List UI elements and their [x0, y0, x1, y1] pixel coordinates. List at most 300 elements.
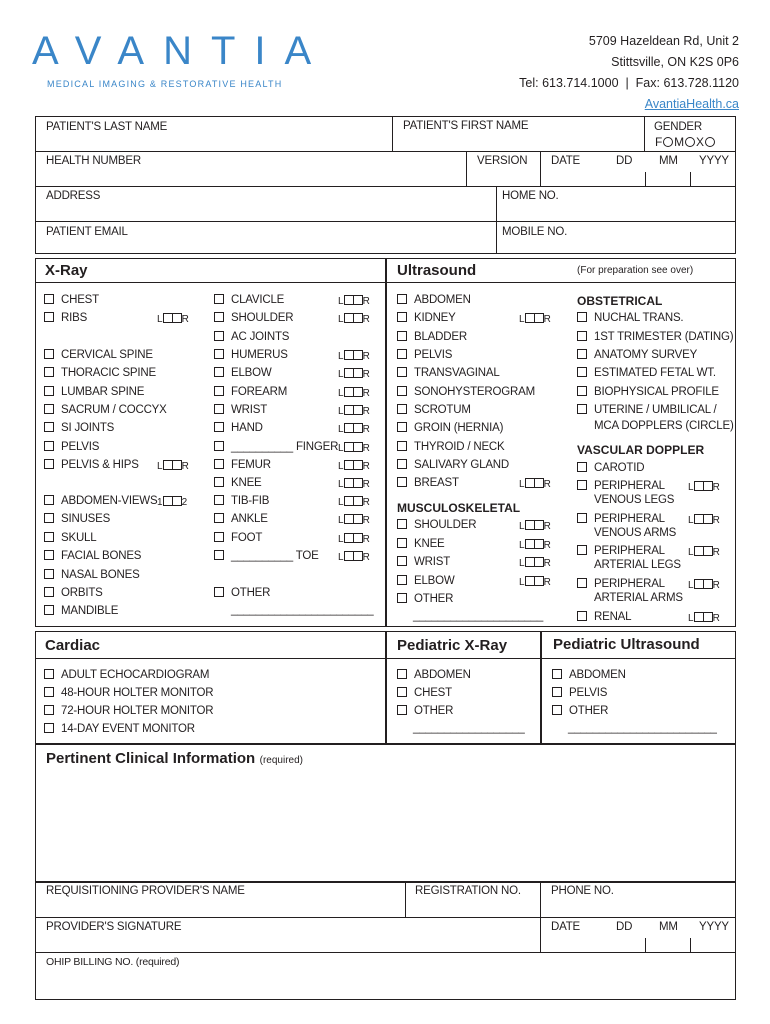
xray-item-8[interactable]	[44, 459, 139, 471]
checkbox[interactable]	[44, 495, 54, 505]
checkbox[interactable]	[397, 349, 407, 359]
us-item-4-label: TRANSVAGINAL	[414, 367, 500, 379]
vasc-item-7-label: PERIPHERAL	[594, 578, 665, 590]
side-right-label: R	[712, 613, 720, 624]
xray-item-9[interactable]	[44, 495, 157, 507]
first-name-label[interactable]: PATIENT'S FIRST NAME	[403, 120, 529, 132]
checkbox[interactable]	[577, 578, 587, 588]
side-left-label: L	[688, 547, 694, 558]
obs-item-5-label: UTERINE / UMBILICAL /	[594, 404, 717, 416]
checkbox[interactable]	[552, 669, 562, 679]
xray-item-6[interactable]	[44, 422, 114, 434]
checkbox[interactable]	[214, 477, 224, 487]
xray-item2-6-label: WRIST	[231, 404, 268, 416]
website-link[interactable]: AvantiaHealth.ca	[644, 97, 739, 111]
checkbox[interactable]	[577, 545, 587, 555]
checkbox[interactable]	[577, 404, 587, 414]
side-right-label: R	[543, 479, 551, 490]
provider-name-label[interactable]: REQUISITIONING PROVIDER'S NAME	[46, 885, 245, 897]
right-checkbox[interactable]	[353, 496, 363, 506]
abdomen-views-12[interactable]	[157, 496, 187, 508]
checkbox[interactable]	[397, 519, 407, 529]
checkbox[interactable]	[214, 422, 224, 432]
side-right-label: R	[362, 497, 370, 508]
cardiac-item-3-label: 14-DAY EVENT MONITOR	[61, 723, 195, 735]
checkbox[interactable]	[44, 550, 54, 560]
vasc-item-9-label: RENAL	[594, 611, 632, 623]
checkbox[interactable]	[577, 611, 587, 621]
vasc-item-3-label: PERIPHERAL	[594, 513, 665, 525]
version-label[interactable]: VERSION	[477, 155, 528, 167]
checkbox[interactable]	[44, 349, 54, 359]
right-checkbox[interactable]	[703, 579, 713, 589]
right-checkbox[interactable]	[534, 313, 544, 323]
side-right-label: R	[543, 540, 551, 551]
email-label[interactable]: PATIENT EMAIL	[46, 226, 128, 238]
cardiac-item-2[interactable]	[44, 705, 213, 717]
xray-item-2[interactable]	[44, 349, 153, 361]
side-right-label: R	[362, 369, 370, 380]
cardiac-item-2-label: 72-HOUR HOLTER MONITOR	[61, 705, 214, 717]
checkbox[interactable]	[44, 723, 54, 733]
us-item-2[interactable]	[397, 331, 467, 343]
checkbox[interactable]	[577, 513, 587, 523]
xray-item-7[interactable]	[44, 441, 99, 453]
msk-item-2[interactable]	[397, 556, 450, 568]
xray-item2-4-label: ELBOW	[231, 367, 272, 379]
right-checkbox[interactable]	[353, 387, 363, 397]
us-item-10[interactable]	[397, 477, 459, 489]
us-item-6-label: SCROTUM	[414, 404, 471, 416]
xray-item2-0[interactable]	[214, 294, 284, 306]
checkbox[interactable]	[44, 513, 54, 523]
side-left-label: 1	[157, 497, 163, 508]
checkbox[interactable]	[397, 477, 407, 487]
vasc-lr-3[interactable]	[688, 514, 720, 526]
xray-lr-11[interactable]	[338, 514, 370, 526]
us-item-2-label: BLADDER	[414, 331, 467, 343]
xray-item2-4[interactable]	[214, 367, 272, 379]
side-left-label: L	[338, 479, 344, 490]
provider-date-label: DATE	[551, 921, 581, 933]
last-name-label[interactable]: PATIENT'S LAST NAME	[46, 121, 168, 133]
checkbox[interactable]	[397, 331, 407, 341]
obs-item-0[interactable]	[577, 312, 683, 324]
right-checkbox[interactable]	[353, 442, 363, 452]
obs-item-4-label: BIOPHYSICAL PROFILE	[594, 386, 719, 398]
checkbox[interactable]	[44, 705, 54, 715]
xray-lr-5[interactable]	[338, 405, 370, 417]
checkbox[interactable]	[214, 367, 224, 377]
checkbox[interactable]	[44, 441, 54, 451]
vasc-item-9[interactable]	[577, 611, 631, 623]
provider-mm-label[interactable]: MM	[659, 921, 678, 933]
provider-dd-label[interactable]: DD	[616, 921, 633, 933]
right-checkbox[interactable]	[172, 313, 182, 323]
checkbox[interactable]	[552, 687, 562, 697]
msk-item-0[interactable]	[397, 519, 476, 531]
cardiac-item-3[interactable]	[44, 723, 195, 735]
side-right-label: R	[543, 558, 551, 569]
right-checkbox[interactable]	[172, 496, 182, 506]
xray-lr-0[interactable]	[338, 295, 370, 307]
checkbox[interactable]	[44, 422, 54, 432]
checkbox[interactable]	[577, 367, 587, 377]
checkbox[interactable]	[577, 331, 587, 341]
checkbox[interactable]	[44, 459, 54, 469]
checkbox[interactable]	[577, 462, 587, 472]
checkbox[interactable]	[214, 312, 224, 322]
xray-item-4[interactable]	[44, 386, 144, 398]
pedx-item-1[interactable]	[397, 687, 452, 699]
right-checkbox[interactable]	[353, 551, 363, 561]
us-item-0[interactable]	[397, 294, 471, 306]
us-item-5[interactable]	[397, 386, 535, 398]
checkbox[interactable]	[44, 687, 54, 697]
obs-item-6[interactable]	[577, 420, 734, 432]
checkbox[interactable]	[44, 312, 54, 322]
side-left-label: L	[519, 577, 525, 588]
msk-other-line[interactable]: _____________________	[413, 610, 544, 622]
gender-f-radio[interactable]	[663, 137, 673, 147]
signature-label[interactable]: PROVIDER'S SIGNATURE	[46, 921, 182, 933]
side-right-label: R	[712, 547, 720, 558]
pedx-item-0[interactable]	[397, 669, 471, 681]
right-checkbox[interactable]	[353, 295, 363, 305]
xray-item2-13-label: FOOT	[231, 532, 263, 544]
checkbox[interactable]	[214, 331, 224, 341]
side-right-label: 2	[181, 497, 188, 508]
pedus-item-2[interactable]	[552, 705, 608, 717]
checkbox[interactable]	[214, 532, 224, 542]
xray-item-15-label: MANDIBLE	[61, 605, 119, 617]
side-left-label: L	[688, 613, 694, 624]
us-item-9[interactable]	[397, 459, 509, 471]
side-left-label: L	[338, 406, 344, 417]
checkbox[interactable]	[397, 386, 407, 396]
vasc-item-6[interactable]	[577, 559, 681, 571]
side-left-label: L	[338, 314, 344, 325]
xray-lr-6[interactable]	[338, 423, 370, 435]
side-right-label: R	[543, 521, 551, 532]
checkbox[interactable]	[397, 669, 407, 679]
xray-item2-14[interactable]	[214, 550, 319, 562]
xray-item2-1-label: SHOULDER	[231, 312, 294, 324]
right-checkbox[interactable]	[353, 460, 363, 470]
xray-item-0[interactable]	[44, 294, 99, 306]
right-checkbox[interactable]	[534, 576, 544, 586]
checkbox[interactable]	[397, 687, 407, 697]
checkbox[interactable]	[214, 294, 224, 304]
xray-item2-3[interactable]	[214, 349, 288, 361]
checkbox[interactable]	[397, 312, 407, 322]
msk-lr-0[interactable]	[519, 520, 551, 532]
home-no-label[interactable]: HOME NO.	[502, 190, 559, 202]
checkbox[interactable]	[214, 550, 224, 560]
checkbox[interactable]	[577, 386, 587, 396]
us-item-3-label: PELVIS	[414, 349, 453, 361]
vasc-item-7[interactable]	[577, 578, 665, 590]
xray-lr-1[interactable]	[338, 313, 370, 325]
vasc-item-4[interactable]	[577, 527, 676, 539]
side-right-label: R	[362, 552, 370, 563]
xray-item2-12[interactable]	[214, 513, 268, 525]
checkbox[interactable]	[44, 404, 54, 414]
checkbox[interactable]	[397, 575, 407, 585]
right-checkbox[interactable]	[353, 423, 363, 433]
right-checkbox[interactable]	[353, 313, 363, 323]
checkbox[interactable]	[44, 587, 54, 597]
breast-lr[interactable]	[519, 478, 551, 490]
kidney-lr[interactable]	[519, 313, 551, 325]
us-item-8[interactable]	[397, 441, 505, 453]
side-left-label: L	[338, 388, 344, 399]
checkbox[interactable]	[44, 669, 54, 679]
phone-label[interactable]: PHONE NO.	[551, 885, 614, 897]
xray-title: X-Ray	[45, 262, 88, 279]
xray-lr-2[interactable]	[338, 350, 370, 362]
us-item-4[interactable]	[397, 367, 500, 379]
checkbox[interactable]	[214, 513, 224, 523]
mm-label[interactable]: MM	[659, 155, 678, 167]
checkbox[interactable]	[397, 593, 407, 603]
xray-item2-13[interactable]	[214, 532, 262, 544]
registration-label[interactable]: REGISTRATION NO.	[415, 885, 521, 897]
xray-item2-1[interactable]	[214, 312, 293, 324]
right-checkbox[interactable]	[534, 539, 544, 549]
right-checkbox[interactable]	[534, 478, 544, 488]
checkbox[interactable]	[214, 404, 224, 414]
checkbox[interactable]	[397, 294, 407, 304]
vasc-item-2[interactable]	[577, 494, 674, 506]
xray-lr-13[interactable]	[338, 551, 370, 563]
xray-item-1[interactable]	[44, 312, 87, 324]
checkbox[interactable]	[44, 532, 54, 542]
cardiac-item-1[interactable]	[44, 687, 213, 699]
checkbox[interactable]	[397, 705, 407, 715]
checkbox[interactable]	[214, 459, 224, 469]
msk-lr-2[interactable]	[519, 557, 551, 569]
xray-item2-7[interactable]	[214, 422, 263, 434]
right-checkbox[interactable]	[353, 368, 363, 378]
xray-item-12-label: FACIAL BONES	[61, 550, 142, 562]
checkbox[interactable]	[397, 459, 407, 469]
checkbox[interactable]	[577, 480, 587, 490]
side-left-label: L	[338, 351, 344, 362]
xray-item-3[interactable]	[44, 367, 156, 379]
right-checkbox[interactable]	[172, 460, 182, 470]
checkbox[interactable]	[214, 441, 224, 451]
right-checkbox[interactable]	[534, 520, 544, 530]
us-item-1[interactable]	[397, 312, 456, 324]
pedx-other-line[interactable]: __________________	[413, 722, 525, 734]
xray-lr-9[interactable]	[338, 478, 370, 490]
yyyy-label[interactable]: YYYY	[699, 155, 729, 167]
pedus-item-1[interactable]	[552, 687, 607, 699]
checkbox[interactable]	[397, 441, 407, 451]
pelvis-hips-lr[interactable]	[157, 460, 189, 472]
provider-yyyy-label[interactable]: YYYY	[699, 921, 729, 933]
checkbox[interactable]	[397, 404, 407, 414]
xray-lr-12[interactable]	[338, 533, 370, 545]
xray-lr-4[interactable]	[338, 387, 370, 399]
checkbox[interactable]	[397, 556, 407, 566]
cardiac-item-0[interactable]	[44, 669, 209, 681]
mobile-no-label[interactable]: MOBILE NO.	[502, 226, 568, 238]
xray-other-line[interactable]: _______________________	[231, 604, 374, 616]
checkbox[interactable]	[214, 349, 224, 359]
xray-item-7-label: PELVIS	[61, 441, 100, 453]
xray-lr-7[interactable]	[338, 442, 370, 454]
checkbox[interactable]	[214, 587, 224, 597]
xray-lr-10[interactable]	[338, 496, 370, 508]
vasc-lr-5[interactable]	[688, 546, 720, 558]
xray-item-10-label: SINUSES	[61, 513, 111, 525]
vasc-lr-9[interactable]	[688, 612, 720, 624]
pedus-item-0[interactable]	[552, 669, 626, 681]
xray-item2-9-label: FEMUR	[231, 459, 271, 471]
right-checkbox[interactable]	[353, 514, 363, 524]
xray-item-14[interactable]	[44, 587, 103, 599]
xray-item-13[interactable]	[44, 569, 140, 581]
pedx-item-1-label: CHEST	[414, 687, 452, 699]
checkbox[interactable]	[552, 705, 562, 715]
checkbox[interactable]	[397, 367, 407, 377]
side-left-label: L	[519, 521, 525, 532]
side-right-label: R	[712, 515, 720, 526]
pedus-item-2-label: OTHER	[569, 705, 609, 717]
checkbox[interactable]	[44, 569, 54, 579]
xray-item-9-label: ABDOMEN-VIEWS	[61, 495, 158, 507]
vasc-item-8[interactable]	[577, 592, 683, 604]
xray-item-10[interactable]	[44, 513, 110, 525]
us-item-7-label: GROIN (HERNIA)	[414, 422, 504, 434]
xray-item2-8[interactable]	[214, 441, 338, 453]
us-item-6[interactable]	[397, 404, 471, 416]
obstetrical-title: OBSTETRICAL	[577, 294, 663, 308]
us-item-7[interactable]	[397, 422, 503, 434]
right-checkbox[interactable]	[353, 478, 363, 488]
msk-item-0-label: SHOULDER	[414, 519, 477, 531]
right-checkbox[interactable]	[703, 481, 713, 491]
xray-item2-6[interactable]	[214, 404, 267, 416]
checkbox[interactable]	[44, 367, 54, 377]
obs-item-1[interactable]	[577, 331, 733, 343]
side-left-label: L	[688, 580, 694, 591]
gender-m-radio[interactable]	[685, 137, 695, 147]
pedus-other-line[interactable]: ________________________	[568, 722, 717, 734]
checkbox[interactable]	[44, 294, 54, 304]
vasc-item-3[interactable]	[577, 513, 665, 525]
right-checkbox[interactable]	[703, 546, 713, 556]
checkbox[interactable]	[397, 422, 407, 432]
xray-item2-11[interactable]	[214, 495, 269, 507]
side-left-label: L	[338, 534, 344, 545]
side-right-label: R	[362, 515, 370, 526]
xray-item-5[interactable]	[44, 404, 167, 416]
xray-item-11[interactable]	[44, 532, 96, 544]
side-left-label: L	[338, 515, 344, 526]
health-number-label[interactable]: HEALTH NUMBER	[46, 155, 141, 167]
side-left-label: L	[688, 482, 694, 493]
side-left-label: L	[157, 314, 163, 325]
checkbox[interactable]	[397, 538, 407, 548]
xray-lr-8[interactable]	[338, 460, 370, 472]
checkbox[interactable]	[44, 386, 54, 396]
us-item-3[interactable]	[397, 349, 452, 361]
vasc-item-1[interactable]	[577, 480, 665, 492]
side-right-label: R	[362, 296, 370, 307]
obs-item-3[interactable]	[577, 367, 716, 379]
ribs-lr[interactable]	[157, 313, 189, 325]
address-label[interactable]: ADDRESS	[46, 190, 101, 202]
pedx-item-2[interactable]	[397, 705, 453, 717]
xray-item2-5[interactable]	[214, 386, 287, 398]
gender-x-radio[interactable]	[705, 137, 715, 147]
ohip-label[interactable]: OHIP BILLING NO. (required)	[46, 956, 180, 968]
xray-item-5-label: SACRUM / COCCYX	[61, 404, 167, 416]
xray-item2-2[interactable]	[214, 331, 289, 343]
obs-item-2[interactable]	[577, 349, 697, 361]
msk-item-3[interactable]	[397, 575, 455, 587]
xray-lr-3[interactable]	[338, 368, 370, 380]
checkbox[interactable]	[577, 312, 587, 322]
vasc-lr-1[interactable]	[688, 481, 720, 493]
right-checkbox[interactable]	[353, 405, 363, 415]
checkbox[interactable]	[214, 495, 224, 505]
side-left-label: L	[338, 296, 344, 307]
right-checkbox[interactable]	[534, 557, 544, 567]
obs-item-4[interactable]	[577, 386, 719, 398]
xray-item-12[interactable]	[44, 550, 141, 562]
xray-item2-10[interactable]	[214, 477, 262, 489]
side-left-label: L	[338, 461, 344, 472]
us-item-1-label: KIDNEY	[414, 312, 456, 324]
right-checkbox[interactable]	[703, 514, 713, 524]
vasc-lr-7[interactable]	[688, 579, 720, 591]
msk-item-1[interactable]	[397, 538, 445, 550]
vasc-item-0[interactable]	[577, 462, 644, 474]
msk-item-1-label: KNEE	[414, 538, 445, 550]
us-item-5-label: SONOHYSTEROGRAM	[414, 386, 535, 398]
checkbox[interactable]	[577, 349, 587, 359]
dd-label[interactable]: DD	[616, 155, 633, 167]
side-right-label: R	[362, 479, 370, 490]
checkbox[interactable]	[44, 605, 54, 615]
xray-item2-9[interactable]	[214, 459, 271, 471]
address-line-1: 5709 Hazeldean Rd, Unit 2	[588, 34, 739, 48]
side-right-label: R	[543, 577, 551, 588]
right-checkbox[interactable]	[703, 612, 713, 622]
msk-item-4[interactable]	[397, 593, 453, 605]
checkbox[interactable]	[214, 386, 224, 396]
side-left-label: L	[338, 443, 344, 454]
msk-lr-3[interactable]	[519, 576, 551, 588]
xray-item-15[interactable]	[44, 605, 118, 617]
side-right-label: R	[362, 424, 370, 435]
obs-item-5[interactable]	[577, 404, 717, 416]
xray-item-4-label: LUMBAR SPINE	[61, 386, 145, 398]
right-checkbox[interactable]	[353, 533, 363, 543]
vasc-item-5[interactable]	[577, 545, 665, 557]
msk-lr-1[interactable]	[519, 539, 551, 551]
side-right-label: R	[362, 406, 370, 417]
right-checkbox[interactable]	[353, 350, 363, 360]
xray-item2-15[interactable]	[214, 587, 270, 599]
gender-options[interactable]	[655, 135, 716, 149]
us-item-8-label: THYROID / NECK	[414, 441, 505, 453]
gender-label: GENDER	[654, 121, 703, 133]
